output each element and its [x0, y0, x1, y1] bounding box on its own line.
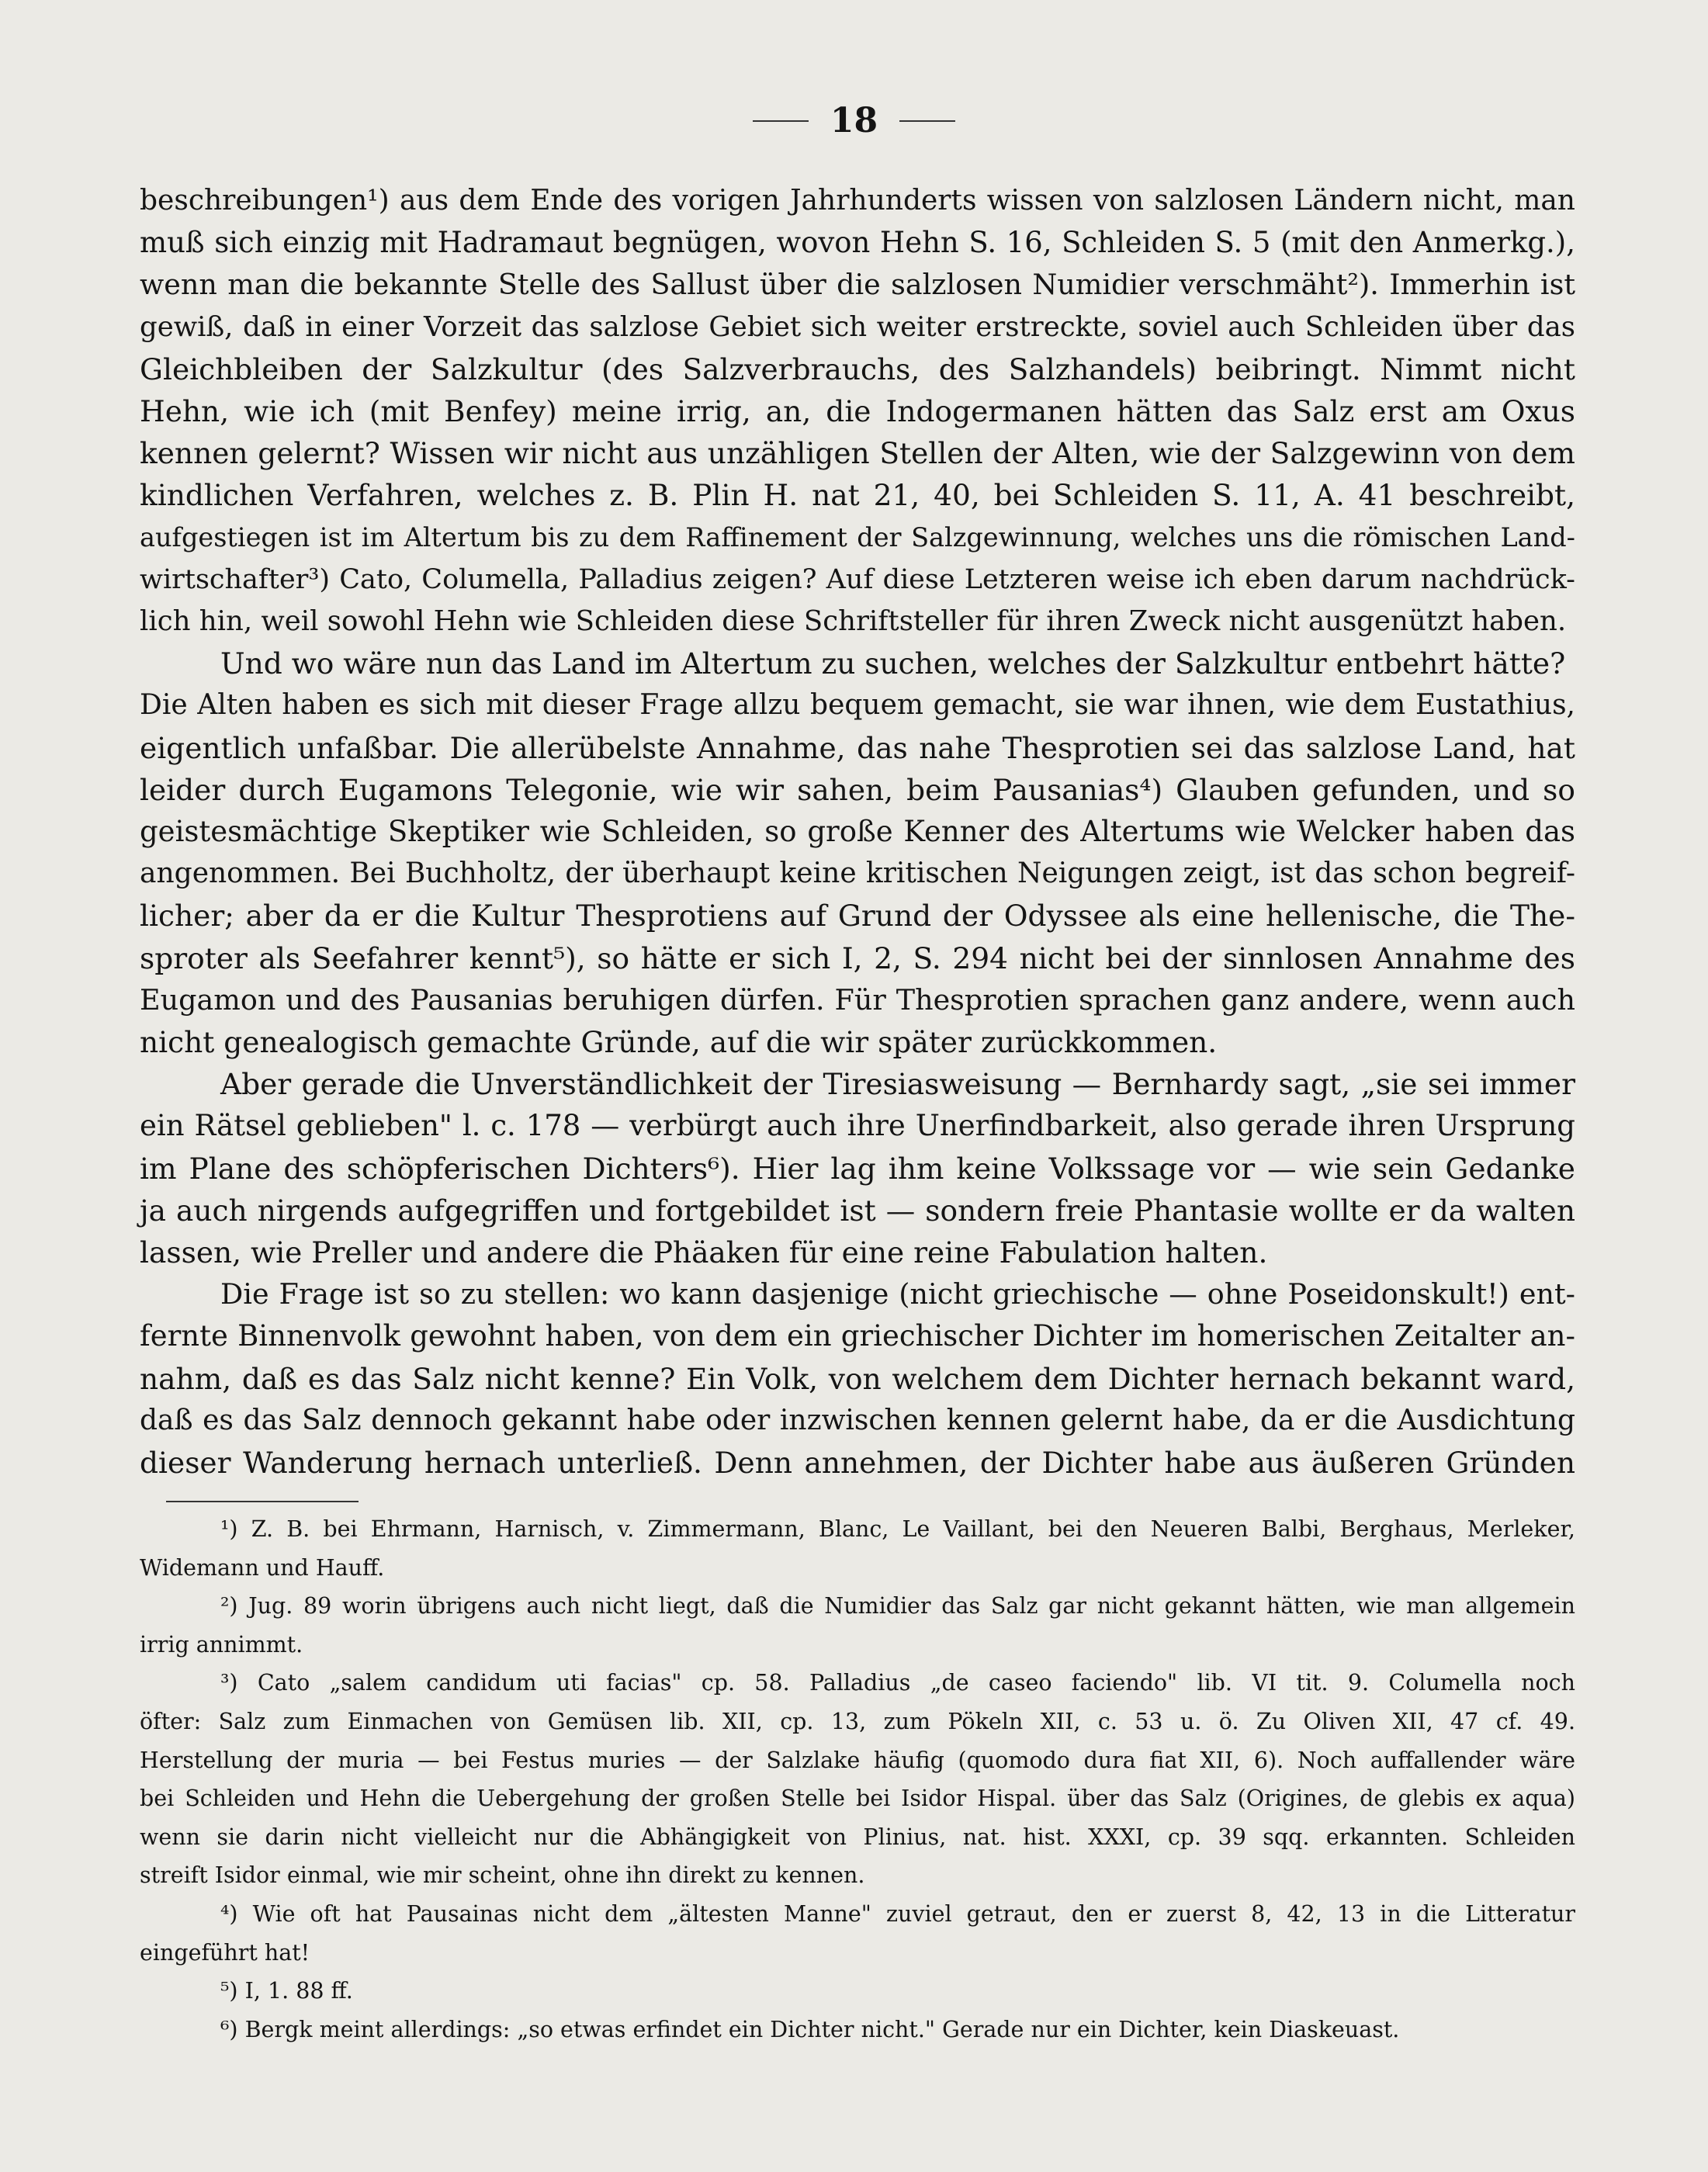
body-line: leider durch Eugamons Telegonie, wie wir sahen, beim Pausanias⁴) Glauben gefunden, und so: [140, 772, 1575, 807]
paragraph-first-line: Aber gerade die Unverständlichkeit der Tiresiasweisung — Bernhardy sagt, „sie sei immer: [220, 1067, 1575, 1102]
body-line: lich hin, weil sowohl Hehn wie Schleiden diese Schriftsteller für ihren Zweck nicht ausgenützt haben.: [140, 605, 1567, 638]
body-text: [140, 180, 1575, 1484]
body-line: dieser Wanderung hernach unterließ. Denn annehmen, der Dichter habe aus äußeren Gründen: [140, 1446, 1575, 1481]
body-line: beschreibungen¹) aus dem Ende des vorigen Jahrhunderts wissen von salzlosen Ländern nicht, man: [140, 185, 1575, 217]
footnote-line: öfter: Salz zum Einmachen von Gemüsen lib. XII, cp. 13, zum Pökeln XII, c. 53 u. ö. Zu Oliven XII, 47 cf. 49.: [140, 1708, 1575, 1734]
footnote-3: ³) Cato „salem candidum uti facias" cp. 58. Palladius „de caseo faciendo" lib. VI tit. 9. Columella noch: [220, 1670, 1575, 1696]
body-line: ja auch nirgends aufgegriffen und fortgebildet ist — sondern freie Phantasie wollte er da walten: [140, 1193, 1575, 1228]
page-number: 18: [830, 101, 878, 140]
footnote-line: irrig annimmt.: [140, 1631, 303, 1658]
body-line: Hehn, wie ich (mit Benfey) meine irrig, an, die Indogermanen hätten das Salz erst am Oxus: [140, 394, 1575, 429]
page-header: [0, 101, 1708, 140]
header-dash-right: [899, 120, 955, 122]
footnote-line: Herstellung der muria — bei Festus muries — der Salzlake häufig (quomodo dura fiat XII, 6). Noch auffallender wäre: [140, 1747, 1575, 1773]
footnote-2: ²) Jug. 89 worin übrigens auch nicht liegt, daß die Numidier das Salz gar nicht gekannt hätten, wie man allgemein: [220, 1593, 1575, 1619]
body-line: licher; aber da er die Kultur Thesprotiens auf Grund der Odyssee als eine hellenische, die The-: [140, 899, 1575, 934]
footnote-6: ⁶) Bergk meint allerdings: „so etwas erfindet ein Dichter nicht." Gerade nur ein Dichter, kein Diaskeuast.: [220, 2016, 1400, 2042]
body-line: ein Rätsel geblieben" l. c. 178 — verbürgt auch ihre Unerfindbarkeit, also gerade ihren Ursprung: [140, 1109, 1575, 1143]
footnote-line: Widemann und Hauff.: [140, 1554, 385, 1581]
footnote-5: ⁵) I, 1. 88 ff.: [220, 1978, 353, 2004]
body-line: sproter als Seefahrer kennt⁵), so hätte er sich I, 2, S. 294 nicht bei der sinnlosen Annahme des: [140, 941, 1575, 975]
body-line: eigentlich unfaßbar. Die allerübelste Annahme, das nahe Thesprotien sei das salzlose Land, hat: [140, 730, 1575, 765]
body-line: muß sich einzig mit Hadramaut begnügen, wovon Hehn S. 16, Schleiden S. 5 (mit den Anmerkg.),: [140, 226, 1575, 260]
body-line: Eugamon und des Pausanias beruhigen dürfen. Für Thesprotien sprachen ganz andere, wenn auch: [140, 982, 1575, 1017]
body-line: wenn man die bekannte Stelle des Sallust über die salzlosen Numidier verschmäht²). Immerhin ist: [140, 268, 1575, 302]
body-line: lassen, wie Preller und andere die Phäaken für eine reine Fabulation halten.: [140, 1235, 1268, 1270]
body-line: wirtschafter³) Cato, Columella, Palladius zeigen? Auf diese Letzteren weise ich eben darum nachdrück-: [140, 563, 1575, 595]
footnote-divider: [166, 1501, 359, 1502]
body-line: kennen gelernt? Wissen wir nicht aus unzähligen Stellen der Alten, wie der Salzgewinn von dem: [140, 436, 1575, 471]
body-line: aufgestiegen ist im Altertum bis zu dem Raffinement der Salzgewinnung, welches uns die römischen Land-: [140, 521, 1575, 553]
body-line: daß es das Salz dennoch gekannt habe oder inzwischen kennen gelernt habe, da er die Ausdichtung: [140, 1404, 1575, 1436]
paragraph-first-line: Die Frage ist so zu stellen: wo kann dasjenige (nicht griechische — ohne Poseidonskult!) ent-: [220, 1277, 1575, 1311]
footnotes: [140, 1510, 1575, 2049]
footnote-line: streift Isidor einmal, wie mir scheint, ohne ihn direkt zu kennen.: [140, 1862, 865, 1889]
body-line: geistesmächtige Skeptiker wie Schleiden, so große Kenner des Altertums wie Welcker haben das: [140, 815, 1575, 849]
body-line: kindlichen Verfahren, welches z. B. Plin H. nat 21, 40, bei Schleiden S. 11, A. 41 beschreibt,: [140, 478, 1575, 513]
body-line: nicht genealogisch gemachte Gründe, auf die wir später zurückkommen.: [140, 1025, 1218, 1060]
footnote-line: eingeführt hat!: [140, 1939, 310, 1966]
body-line: angenommen. Bei Buchholtz, der überhaupt keine kritischen Neigungen zeigt, ist das schon begreif-: [140, 857, 1575, 890]
body-line: nahm, daß es das Salz nicht kenne? Ein Volk, von welchem dem Dichter hernach bekannt ward,: [140, 1361, 1575, 1396]
body-line: Die Alten haben es sich mit dieser Frage allzu bequem gemacht, sie war ihnen, wie dem Eustathius,: [140, 689, 1575, 722]
paragraph-first-line: Und wo wäre nun das Land im Altertum zu suchen, welches der Salzkultur entbehrt hätte?: [220, 646, 1566, 681]
footnote-1: ¹) Z. B. bei Ehrmann, Harnisch, v. Zimmermann, Blanc, Le Vaillant, bei den Neueren Balbi, Berghaus, Merleker,: [220, 1516, 1575, 1542]
body-line: im Plane des schöpferischen Dichters⁶). Hier lag ihm keine Volkssage vor — wie sein Gedanke: [140, 1151, 1575, 1186]
body-line: gewiß, daß in einer Vorzeit das salzlose Gebiet sich weiter erstreckte, soviel auch Schleiden über das: [140, 310, 1575, 343]
footnote-4: ⁴) Wie oft hat Pausainas nicht dem „ältesten Manne" zuviel getraut, den er zuerst 8, 42, 13 in die Litteratur: [220, 1900, 1575, 1927]
footnote-line: bei Schleiden und Hehn die Uebergehung der großen Stelle bei Isidor Hispal. über das Salz (Origines, de glebis ex aqua): [140, 1786, 1575, 1812]
body-line: fernte Binnenvolk gewohnt haben, von dem ein griechischer Dichter im homerischen Zeitalter an-: [140, 1319, 1575, 1353]
header-dash-left: [753, 120, 809, 122]
footnote-line: wenn sie darin nicht vielleicht nur die Abhängigkeit von Plinius, nat. hist. XXXI, cp. 39 sqq. erkannten. Schleiden: [140, 1824, 1575, 1850]
body-line: Gleichbleiben der Salzkultur (des Salzverbrauchs, des Salzhandels) beibringt. Nimmt nicht: [140, 352, 1575, 386]
